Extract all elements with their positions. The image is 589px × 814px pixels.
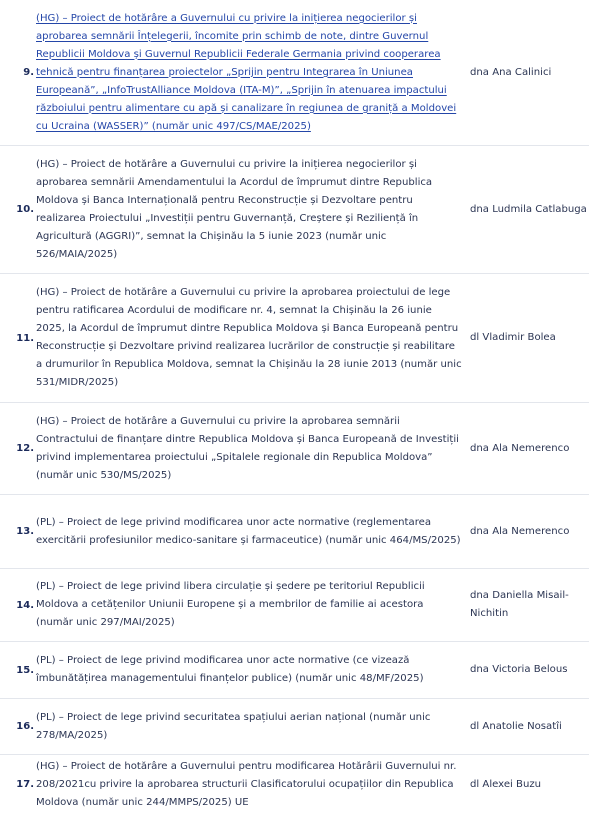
item-presenter: dna Ala Nemerenco <box>470 525 570 537</box>
item-presenter: dna Victoria Belous <box>470 664 568 675</box>
item-title: (PL) – Proiect de lege privind securitatea spațiului aerian național (număr unic 278/MA/2025) <box>36 711 431 741</box>
agenda-row <box>0 0 589 146</box>
item-number: 12. <box>16 443 34 454</box>
agenda-row <box>0 495 589 569</box>
agenda-row <box>0 755 589 814</box>
item-title: (PL) – Proiect de lege privind modificarea unor acte normative (reglementarea exercitării profesiunilor medico-sanitare și farmaceutice) (număr unic 464/MS/2025) <box>36 516 461 546</box>
item-number: 16. <box>16 721 34 732</box>
item-title: (PL) – Proiect de lege privind modificarea unor acte normative (ce vizează îmbunătățirea managementului finanțelor publice) (număr unic 48/MF/2025) <box>36 655 424 684</box>
item-title: (HG) – Proiect de hotărâre a Guvernului pentru modificarea Hotărârii Guvernului nr. 208/2021cu privire la aprobarea structurii Clasificatorului ocupațiilor din Republica Moldova (număr unic 244/MMPS/2025) UE <box>36 760 457 808</box>
item-title: (PL) – Proiect de lege privind libera circulație și ședere pe teritoriul Republicii Moldova a cetățenilor Uniunii Europene și a membrilor de familie ai acestora (număr unic 297/MAI/2025) <box>36 581 425 628</box>
item-number: 9. <box>23 67 34 78</box>
agenda-row <box>0 274 589 403</box>
item-presenter: dl Vladimir Bolea <box>470 332 556 343</box>
item-presenter: dl Alexei Buzu <box>470 778 542 790</box>
item-presenter: dna Ala Nemerenco <box>470 442 570 454</box>
item-number: 13. <box>16 526 34 537</box>
item-presenter: dna Ludmila Catlabuga <box>470 203 587 215</box>
agenda-row <box>0 569 589 642</box>
agenda-row <box>0 699 589 755</box>
item-presenter: dl Anatolie Nosatîi <box>470 720 562 732</box>
item-title-link[interactable]: (HG) – Proiect de hotărâre a Guvernului cu privire la inițierea negocierilor și aprobarea semnării Înțelegerii, încomite prin schimb de note, dintre Guvernul Republicii Moldova și Guvernul Republicii Federale Germania privind cooperarea tehnică pentru finanțarea proiectelor „Sprijin pentru Integrarea în Uniunea Europeană”, „InfoTrustAlliance Moldova (ITA-M)”, „Sprijin în atenuarea impactului războiului pentru alimentare cu apă și canalizare în regiunea de graniță a Moldovei cu Ucraina (WASSER)” (număr unic 497/CS/MAE/2025) <box>36 12 457 132</box>
item-number: 11. <box>16 332 34 344</box>
agenda-row <box>0 403 589 495</box>
item-number: 10. <box>16 204 34 215</box>
item-number: 15. <box>16 664 34 676</box>
item-presenter: dna Ana Calinici <box>470 66 552 78</box>
item-number: 17. <box>16 779 34 790</box>
item-title: (HG) – Proiect de hotărâre a Guvernului cu privire la aprobarea proiectului de lege pentru ratificarea Acordului de modificare nr. 4, semnat la Chișinău la 26 iunie 2025, la Acordul de împrumut dintre Republica Moldova și Banca Europeană pentru Reconstrucție și Dezvoltare privind realizarea lucrărilor de construcție și reabilitare a drumurilor în Republica Moldova, semnat la Chișinău la 28 iunie 2013 (număr unic 531/MIDR/2025) <box>36 287 462 388</box>
agenda-row <box>0 146 589 274</box>
item-presenter: dna Daniella Misail-Nichitin <box>470 590 569 619</box>
item-title: (HG) – Proiect de hotărâre a Guvernului cu privire la aprobarea semnării Contractului de finanțare dintre Republica Moldova și Banca Europeană de Investiții privind implementarea proiectului „Spitalele regionale din Republica Moldova” (număr unic 530/MS/2025) <box>36 415 459 481</box>
item-title: (HG) – Proiect de hotărâre a Guvernului cu privire la inițierea negocierilor și aprobarea semnării Amendamentului la Acordul de împrumut dintre Republica Moldova și Banca Internațională pentru Reconstrucție și Dezvoltare pentru realizarea Proiectului „Investiții pentru Guvernanță, Creștere și Reziliență în Agricultură (AGGRI)”, semnat la Chișinău la 5 iunie 2023 (număr unic 526/MAIA/2025) <box>36 158 433 260</box>
agenda-row <box>0 642 589 699</box>
item-number: 14. <box>16 599 34 611</box>
